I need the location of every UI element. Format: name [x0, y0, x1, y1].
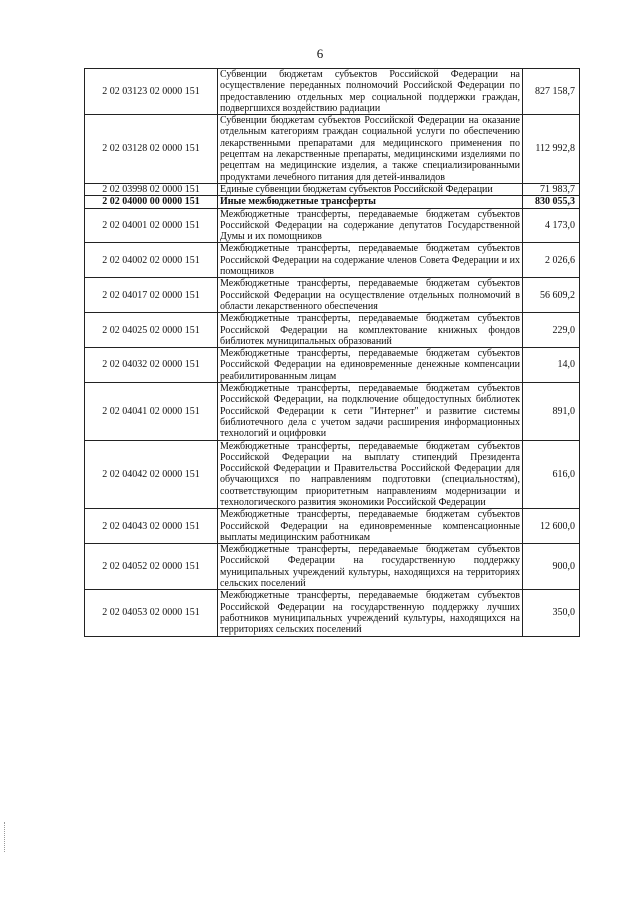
description-cell: Межбюджетные трансферты, передаваемые бюджетам субъектов Российской Федерации на содержание депутатов Государственной Думы и их помощников: [218, 208, 523, 243]
description-cell: Межбюджетные трансферты, передаваемые бюджетам субъектов Российской Федерации на осуществление отдельных полномочий в области лекарственного обеспечения: [218, 278, 523, 313]
description-cell: Межбюджетные трансферты, передаваемые бюджетам субъектов Российской Федерации на выплату стипендий Президента Российской Федерации и Правительства Российской Федерации для обучающихся по направлениям подготовки (специальностям), соответствующим приоритетным направлениям модернизации и технологического развития экономики Российской Федерации: [218, 440, 523, 509]
description-cell: Межбюджетные трансферты, передаваемые бюджетам субъектов Российской Федерации на комплектование книжных фондов библиотек муниципальных образований: [218, 313, 523, 348]
amount-cell: 900,0: [523, 544, 580, 590]
table-row-section-total: [85, 196, 580, 208]
budget-code-cell: 2 02 04001 02 0000 151: [85, 208, 218, 243]
budget-code-cell: 2 02 04002 02 0000 151: [85, 243, 218, 278]
amount-cell: 891,0: [523, 383, 580, 440]
amount-cell: 827 158,7: [523, 69, 580, 115]
table-row: [85, 348, 580, 383]
description-cell: Иные межбюджетные трансферты: [218, 196, 523, 208]
amount-cell: 229,0: [523, 313, 580, 348]
table-row: [85, 313, 580, 348]
description-cell: Субвенции бюджетам субъектов Российской Федерации на оказание отдельным категориям граждан социальной услуги по обеспечению лекарственными препаратами для медицинского применения по рецептам на лекарственные препараты, медицинскими изделиями по рецептам на медицинские изделия, а также специализированными продуктами лечебного питания для детей-инвалидов: [218, 115, 523, 184]
description-cell: Межбюджетные трансферты, передаваемые бюджетам субъектов Российской Федерации на государственную поддержку муниципальных учреждений культуры, находящихся на территориях сельских поселений: [218, 544, 523, 590]
amount-cell: 56 609,2: [523, 278, 580, 313]
table-row: [85, 69, 580, 115]
description-cell: Межбюджетные трансферты, передаваемые бюджетам субъектов Российской Федерации на единовременные денежные компенсации реабилитированным лицам: [218, 348, 523, 383]
amount-cell: 112 992,8: [523, 115, 580, 184]
table-row: [85, 115, 580, 184]
description-cell: Единые субвенции бюджетам субъектов Российской Федерации: [218, 183, 523, 195]
amount-cell: 830 055,3: [523, 196, 580, 208]
table-row: [85, 544, 580, 590]
budget-code-cell: 2 02 04042 02 0000 151: [85, 440, 218, 509]
budget-code-cell: 2 02 03998 02 0000 151: [85, 183, 218, 195]
table-row: [85, 440, 580, 509]
budget-code-cell: 2 02 04000 00 0000 151: [85, 196, 218, 208]
description-cell: Межбюджетные трансферты, передаваемые бюджетам субъектов Российской Федерации на единовременные компенсационные выплаты медицинским работникам: [218, 509, 523, 544]
table-row: [85, 509, 580, 544]
amount-cell: 14,0: [523, 348, 580, 383]
amount-cell: 12 600,0: [523, 509, 580, 544]
amount-cell: 350,0: [523, 590, 580, 636]
description-cell: Межбюджетные трансферты, передаваемые бюджетам субъектов Российской Федерации на государственную поддержку лучших работников муниципальных учреждений культуры, находящихся на территориях сельских поселений: [218, 590, 523, 636]
budget-revenue-table: [84, 68, 580, 637]
budget-code-cell: 2 02 04017 02 0000 151: [85, 278, 218, 313]
table-row: [85, 278, 580, 313]
page-number: 6: [316, 46, 324, 61]
description-cell: Межбюджетные трансферты, передаваемые бюджетам субъектов Российской Федерации, на подключение общедоступных библиотек Российской Федерации к сети "Интернет" и развитие системы библиотечного дела с учетом задачи расширения информационных технологий и оцифровки: [218, 383, 523, 440]
budget-code-cell: 2 02 04032 02 0000 151: [85, 348, 218, 383]
budget-code-cell: 2 02 04043 02 0000 151: [85, 509, 218, 544]
description-cell: Межбюджетные трансферты, передаваемые бюджетам субъектов Российской Федерации на содержание членов Совета Федерации и их помощников: [218, 243, 523, 278]
table-row: [85, 243, 580, 278]
amount-cell: 71 983,7: [523, 183, 580, 195]
amount-cell: 2 026,6: [523, 243, 580, 278]
amount-cell: 4 173,0: [523, 208, 580, 243]
budget-code-cell: 2 02 04025 02 0000 151: [85, 313, 218, 348]
table-row: [85, 590, 580, 636]
budget-code-cell: 2 02 03123 02 0000 151: [85, 69, 218, 115]
budget-code-cell: 2 02 04052 02 0000 151: [85, 544, 218, 590]
scan-margin-marks: [4, 822, 7, 852]
budget-code-cell: 2 02 04041 02 0000 151: [85, 383, 218, 440]
table-row: [85, 208, 580, 243]
budget-code-cell: 2 02 04053 02 0000 151: [85, 590, 218, 636]
table-row: [85, 183, 580, 195]
budget-code-cell: 2 02 03128 02 0000 151: [85, 115, 218, 184]
amount-cell: 616,0: [523, 440, 580, 509]
description-cell: Субвенции бюджетам субъектов Российской Федерации на осуществление переданных полномочий Российской Федерации по предоставлению отдельных мер социальной поддержки граждан, подвергшихся воздействию радиации: [218, 69, 523, 115]
table-row: [85, 383, 580, 440]
